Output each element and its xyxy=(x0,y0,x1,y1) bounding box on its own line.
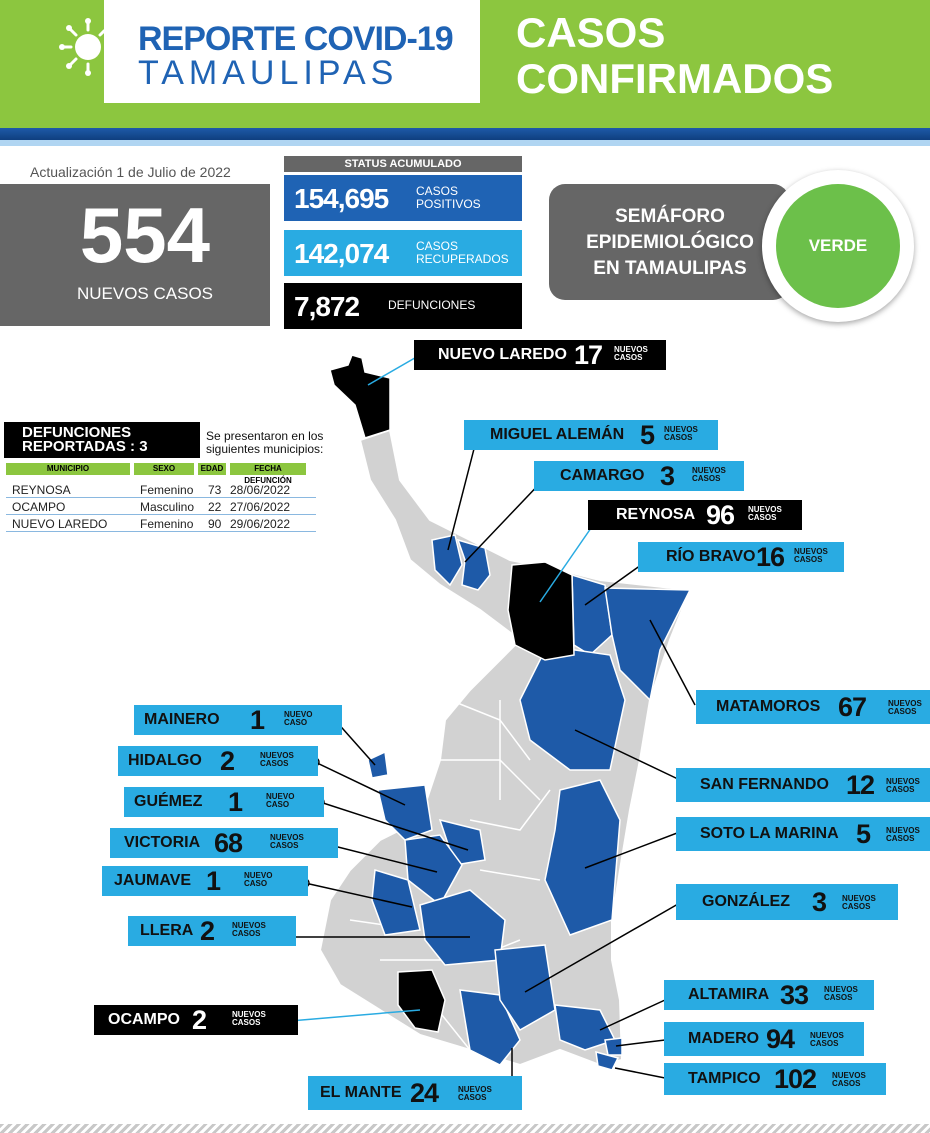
callout-miguel-aleman xyxy=(464,420,718,450)
cell-sexo: Masculino xyxy=(140,500,195,514)
callout-hidalgo xyxy=(118,746,318,776)
new-cases-value: 554 xyxy=(79,191,211,279)
new-cases-label: NUEVOS CASOS xyxy=(76,284,214,303)
callout-victoria xyxy=(110,828,338,858)
callout-unit: NUEVOS CASOS xyxy=(824,985,858,1002)
callout-name: NUEVO LAREDO xyxy=(438,346,567,363)
callout-unit: NUEVO CASO xyxy=(266,792,295,809)
callout-value: 33 xyxy=(780,980,809,1010)
callout-unit: NUEVOS CASOS xyxy=(260,751,294,768)
callout-unit: NUEVOS CASOS xyxy=(232,1010,266,1027)
callout-value: 1 xyxy=(206,866,221,896)
positivos-value: 154,695 xyxy=(294,183,389,214)
callout-rio-bravo xyxy=(638,542,844,572)
callout-soto-la-marina xyxy=(676,817,930,851)
callout-name: ALTAMIRA xyxy=(688,986,770,1003)
callout-san-fernando xyxy=(676,768,930,802)
map-mun-reynosa xyxy=(508,562,574,660)
callout-value: 94 xyxy=(766,1024,795,1054)
callout-unit: NUEVOS CASOS xyxy=(886,826,920,843)
update-date: Actualización 1 de Julio de 2022 xyxy=(30,164,231,180)
callout-unit: NUEVOS CASOS xyxy=(832,1071,866,1088)
cell-municipio: NUEVO LAREDO xyxy=(12,517,108,531)
col-edad: EDAD xyxy=(198,463,226,475)
section-title: CASOS CONFIRMADOS xyxy=(516,9,834,102)
callout-value: 67 xyxy=(838,692,867,722)
callout-madero xyxy=(664,1022,864,1056)
callout-name: VICTORIA xyxy=(124,834,201,851)
bottom-strip xyxy=(0,1124,930,1133)
cell-municipio: REYNOSA xyxy=(12,483,71,497)
callout-jaumave xyxy=(102,866,308,896)
callout-name: REYNOSA xyxy=(616,506,696,523)
cell-fecha: 28/06/2022 xyxy=(230,483,291,497)
callout-value: 1 xyxy=(228,787,243,817)
callout-name: MAINERO xyxy=(144,711,220,728)
callout-llera xyxy=(128,916,296,946)
col-fecha: FECHA DEFUNCIÓN xyxy=(230,463,306,475)
map-mun-hidalgo xyxy=(378,785,432,840)
callout-value: 12 xyxy=(846,770,875,800)
callout-camargo xyxy=(534,461,744,491)
deaths-note: Se presentaron en los siguientes municipios: xyxy=(206,429,324,456)
callout-name: RÍO BRAVO xyxy=(666,548,756,565)
callout-tampico xyxy=(664,1063,886,1095)
cell-sexo: Femenino xyxy=(140,483,194,497)
map-mun-nuevo-laredo xyxy=(330,355,390,438)
callout-unit: NUEVOS CASOS xyxy=(810,1031,844,1048)
callout-matamoros xyxy=(696,690,930,724)
callout-unit: NUEVOS CASOS xyxy=(888,699,922,716)
callout-value: 17 xyxy=(574,340,603,370)
deaths-title: DEFUNCIONES REPORTADAS : 3 xyxy=(22,424,148,455)
callout-el-mante xyxy=(308,1076,522,1110)
callout-ocampo xyxy=(94,1005,298,1035)
callout-name: OCAMPO xyxy=(108,1011,180,1028)
callout-name: EL MANTE xyxy=(320,1084,402,1101)
callout-value: 102 xyxy=(774,1064,817,1094)
callout-nuevo-laredo xyxy=(414,340,666,370)
semaforo-label: SEMÁFORO EPIDEMIOLÓGICO EN TAMAULIPAS xyxy=(586,206,754,279)
callout-name: MATAMOROS xyxy=(716,698,821,715)
positivos-label: CASOS POSITIVOS xyxy=(416,184,481,211)
callout-unit: NUEVOS CASOS xyxy=(886,777,920,794)
callout-name: JAUMAVE xyxy=(114,872,192,889)
callout-unit: NUEVO CASO xyxy=(284,710,313,727)
cell-sexo: Femenino xyxy=(140,517,194,531)
callout-name: GONZÁLEZ xyxy=(702,893,790,910)
callout-name: CAMARGO xyxy=(560,467,645,484)
callout-unit: NUEVOS CASOS xyxy=(692,466,726,483)
cell-fecha: 27/06/2022 xyxy=(230,500,291,514)
callout-name: HIDALGO xyxy=(128,752,202,769)
cell-edad: 22 xyxy=(208,500,222,514)
callout-value: 16 xyxy=(756,542,785,572)
callout-value: 24 xyxy=(410,1078,439,1108)
callout-unit: NUEVOS CASOS xyxy=(270,833,304,850)
callout-unit: NUEVOS CASOS xyxy=(794,547,828,564)
callout-value: 2 xyxy=(192,1005,207,1035)
recuperados-value: 142,074 xyxy=(294,238,389,269)
callout-name: LLERA xyxy=(140,922,194,939)
defunciones-label: DEFUNCIONES xyxy=(388,298,476,312)
callout-unit: NUEVOS CASOS xyxy=(614,345,648,362)
callout-name: SAN FERNANDO xyxy=(700,776,829,793)
callout-altamira xyxy=(664,980,874,1010)
cell-edad: 90 xyxy=(208,517,222,531)
col-sexo: SEXO xyxy=(134,463,194,475)
map-mun-madero xyxy=(605,1038,622,1055)
callout-name: GUÉMEZ xyxy=(134,793,203,810)
callout-value: 5 xyxy=(856,819,871,849)
report-subtitle: TAMAULIPAS xyxy=(138,54,399,92)
callout-unit: NUEVOS CASOS xyxy=(458,1085,492,1102)
callout-unit: NUEVO CASO xyxy=(244,871,273,888)
callout-value: 2 xyxy=(220,746,235,776)
callout-value: 1 xyxy=(250,705,265,735)
callout-unit: NUEVOS CASOS xyxy=(842,894,876,911)
callout-reynosa xyxy=(588,500,802,530)
callout-unit: NUEVOS CASOS xyxy=(232,921,266,938)
callout-value: 3 xyxy=(812,887,827,917)
report-title: REPORTE COVID-19 xyxy=(138,20,453,58)
callout-value: 3 xyxy=(660,461,675,491)
map-mun-mainero xyxy=(368,752,388,778)
recuperados-label: CASOS RECUPERADOS xyxy=(416,239,509,266)
callout-unit: NUEVOS CASOS xyxy=(748,505,782,522)
semaforo-status: VERDE xyxy=(776,184,900,308)
cell-fecha: 29/06/2022 xyxy=(230,517,291,531)
callout-gonzalez xyxy=(676,884,898,920)
callout-value: 96 xyxy=(706,500,735,530)
defunciones-value: 7,872 xyxy=(294,291,360,322)
callout-guemez xyxy=(124,787,324,817)
callout-name: SOTO LA MARINA xyxy=(700,825,839,842)
callout-unit: NUEVOS CASOS xyxy=(664,425,698,442)
cell-edad: 73 xyxy=(208,483,222,497)
callout-value: 2 xyxy=(200,916,215,946)
status-heading: STATUS ACUMULADO xyxy=(284,156,522,172)
callout-name: MADERO xyxy=(688,1030,760,1047)
cell-municipio: OCAMPO xyxy=(12,500,66,514)
col-municipio: MUNICIPIO xyxy=(6,463,130,475)
callout-value: 5 xyxy=(640,420,655,450)
callout-name: TAMPICO xyxy=(688,1070,761,1087)
callout-mainero xyxy=(134,705,342,735)
callout-value: 68 xyxy=(214,828,243,858)
callout-name: MIGUEL ALEMÁN xyxy=(490,426,625,443)
